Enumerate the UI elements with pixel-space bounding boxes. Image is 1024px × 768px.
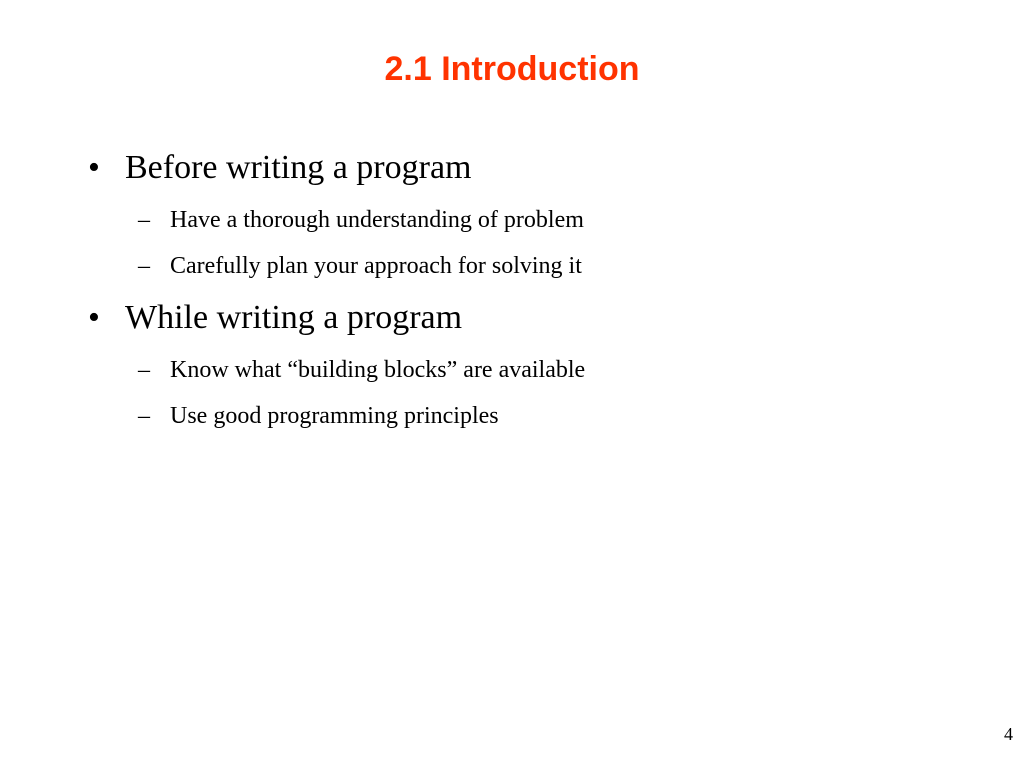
sub-bullet-text: Use good programming principles xyxy=(170,403,499,429)
bullet-text: Before writing a program xyxy=(125,149,472,186)
sub-bullet-dash: – xyxy=(138,403,150,429)
sub-bullet-text: Have a thorough understanding of problem xyxy=(170,207,584,233)
bullet-text: While writing a program xyxy=(125,299,463,336)
page-number: 4 xyxy=(1004,724,1013,744)
bullet-item xyxy=(88,146,988,190)
sub-bullet-dash: – xyxy=(138,207,150,233)
bullet-dot: • xyxy=(88,149,100,186)
sub-bullet-item xyxy=(138,400,988,432)
slide-title: 2.1 Introduction xyxy=(384,50,640,88)
sub-bullet-item xyxy=(138,250,988,282)
slide-body xyxy=(88,146,988,432)
bullet-dot: • xyxy=(88,299,100,336)
sub-bullet-dash: – xyxy=(138,357,150,383)
sub-bullet-item xyxy=(138,354,988,386)
sub-bullet-dash: – xyxy=(138,253,150,279)
sub-bullet-text: Know what “building blocks” are available xyxy=(170,357,586,383)
sub-bullet-text: Carefully plan your approach for solving it xyxy=(170,253,582,279)
bullet-item xyxy=(88,296,988,340)
sub-bullet-item xyxy=(138,204,988,236)
